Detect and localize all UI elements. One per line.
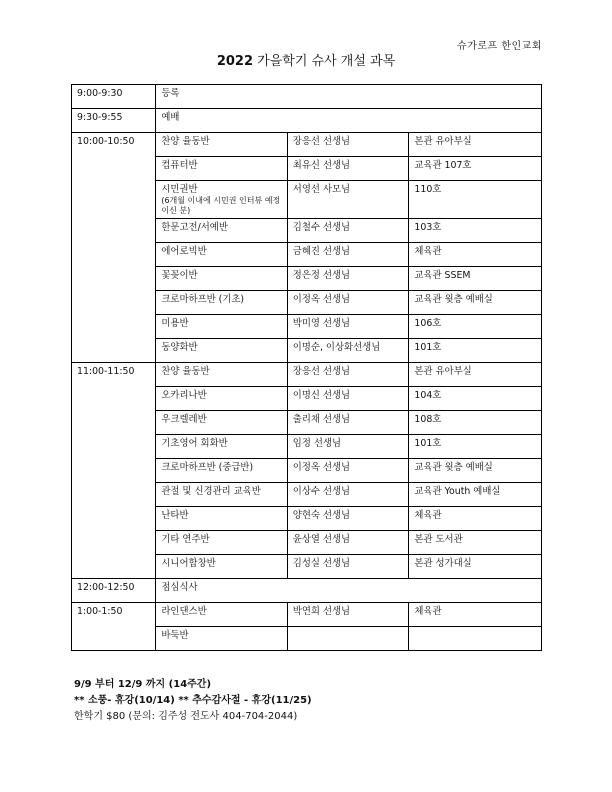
time-cell: 1:00-1:50 <box>72 603 156 651</box>
teacher-cell: 정은정 선생님 <box>287 267 409 291</box>
class-name: 꽃꽂이반 <box>161 270 198 281</box>
teacher-cell: 이명순, 이상화선생님 <box>287 339 409 363</box>
class-name: 관절 및 신경관리 교육반 <box>161 486 261 497</box>
room-cell: 체육관 <box>409 603 542 627</box>
class-name: 미용반 <box>161 318 189 329</box>
activity-cell: 등록 <box>156 85 542 109</box>
title-year: 2022 <box>216 54 254 69</box>
room-cell: 교육관 윗층 예배실 <box>409 291 542 315</box>
room-cell: 110호 <box>409 181 542 219</box>
class-name: 우크렐레반 <box>161 414 207 425</box>
schedule-row <box>72 579 542 603</box>
class-cell <box>156 291 287 315</box>
teacher-cell: 서영선 사모님 <box>287 181 409 219</box>
schedule-row <box>72 85 542 109</box>
class-name: 한문고전/서예반 <box>161 222 228 233</box>
room-cell: 체육관 <box>409 507 542 531</box>
class-cell <box>156 531 287 555</box>
teacher-cell: 박연희 선생님 <box>287 603 409 627</box>
teacher-cell: 최유신 선생님 <box>287 157 409 181</box>
class-cell <box>156 243 287 267</box>
time-cell: 9:00-9:30 <box>72 85 156 109</box>
teacher-cell: 이정옥 선생님 <box>287 459 409 483</box>
class-name: 찬양 율동반 <box>161 136 210 147</box>
class-cell <box>156 435 287 459</box>
room-cell: 108호 <box>409 411 542 435</box>
class-name: 오카리나반 <box>161 390 207 401</box>
class-cell <box>156 459 287 483</box>
room-cell: 101호 <box>409 339 542 363</box>
class-cell <box>156 181 287 219</box>
footer-fee: 한학기 $80 (문의: 김주성 전도사 404-704-2044) <box>74 711 298 722</box>
teacher-cell: 출리채 선생님 <box>287 411 409 435</box>
footer-notes <box>74 677 312 725</box>
class-name: 에어로빅반 <box>161 246 207 257</box>
time-cell: 11:00-11:50 <box>72 363 156 579</box>
room-cell: 본관 성가대실 <box>409 555 542 579</box>
class-name: 찬양 율동반 <box>161 366 210 377</box>
class-cell <box>156 411 287 435</box>
teacher-cell: 박미영 선생님 <box>287 315 409 339</box>
class-name: 기초영어 회화반 <box>161 438 228 449</box>
class-name: 시니어합창반 <box>161 558 216 569</box>
time-cell: 9:30-9:55 <box>72 109 156 133</box>
time-cell: 12:00-12:50 <box>72 579 156 603</box>
class-cell <box>156 157 287 181</box>
teacher-cell: 양현숙 선생님 <box>287 507 409 531</box>
teacher-cell: 김철수 선생님 <box>287 219 409 243</box>
room-cell: 104호 <box>409 387 542 411</box>
footer-holidays: ** 소풍- 휴강(10/14) ** 추수감사절 - 휴강(11/25) <box>74 695 312 706</box>
teacher-cell: 장응선 선생님 <box>287 133 409 157</box>
teacher-cell <box>287 627 409 651</box>
class-name: 바둑반 <box>161 630 189 641</box>
room-cell: 교육관 SSEM <box>409 267 542 291</box>
church-name: 슈가로프 한인교회 <box>457 41 542 52</box>
footer-term: 9/9 부터 12/9 까지 (14주간) <box>74 679 212 690</box>
class-name: 동양화반 <box>161 342 198 353</box>
room-cell: 본관 유아부실 <box>409 133 542 157</box>
time-cell: 10:00-10:50 <box>72 133 156 363</box>
room-cell: 교육관 107호 <box>409 157 542 181</box>
class-cell <box>156 267 287 291</box>
schedule-row <box>72 109 542 133</box>
schedule-row <box>72 603 542 627</box>
class-name: 크로마하프반 (중급반) <box>161 462 254 473</box>
class-name: 크로마하프반 (기초) <box>161 294 245 305</box>
teacher-cell: 이명신 선생님 <box>287 387 409 411</box>
activity-cell: 예배 <box>156 109 542 133</box>
schedule-row <box>72 363 542 387</box>
teacher-cell: 윤상열 선생님 <box>287 531 409 555</box>
teacher-cell: 임정 선생님 <box>287 435 409 459</box>
class-cell <box>156 133 287 157</box>
teacher-cell: 김성실 선생님 <box>287 555 409 579</box>
class-name: 기타 연주반 <box>161 534 210 545</box>
teacher-cell: 이상수 선생님 <box>287 483 409 507</box>
class-note: (6개월 이내에 시민권 인터뷰 예정이신 분) <box>161 196 281 215</box>
page-title <box>0 50 612 69</box>
schedule-row <box>72 133 542 157</box>
room-cell: 본관 유아부실 <box>409 363 542 387</box>
room-cell: 103호 <box>409 219 542 243</box>
class-cell <box>156 603 287 627</box>
class-name: 라인댄스반 <box>161 606 207 617</box>
room-cell: 106호 <box>409 315 542 339</box>
class-cell <box>156 555 287 579</box>
class-name: 컴퓨터반 <box>161 160 198 171</box>
class-cell <box>156 339 287 363</box>
class-cell <box>156 387 287 411</box>
class-cell <box>156 627 287 651</box>
class-cell <box>156 507 287 531</box>
class-cell <box>156 219 287 243</box>
activity-cell: 점심식사 <box>156 579 542 603</box>
class-cell <box>156 483 287 507</box>
room-cell: 교육관 Youth 예배실 <box>409 483 542 507</box>
teacher-cell: 이정옥 선생님 <box>287 291 409 315</box>
title-text: 가을학기 슈사 개설 과목 <box>253 54 396 69</box>
room-cell: 교육관 윗층 예배실 <box>409 459 542 483</box>
schedule-body <box>72 85 542 651</box>
class-name: 시민권반 <box>161 184 198 195</box>
class-name: 난타반 <box>161 510 189 521</box>
class-cell <box>156 363 287 387</box>
class-cell <box>156 315 287 339</box>
teacher-cell: 금혜진 선생님 <box>287 243 409 267</box>
room-cell: 본관 도서관 <box>409 531 542 555</box>
room-cell: 체육관 <box>409 243 542 267</box>
room-cell <box>409 627 542 651</box>
room-cell: 101호 <box>409 435 542 459</box>
teacher-cell: 장응선 선생님 <box>287 363 409 387</box>
schedule-table <box>71 84 542 651</box>
